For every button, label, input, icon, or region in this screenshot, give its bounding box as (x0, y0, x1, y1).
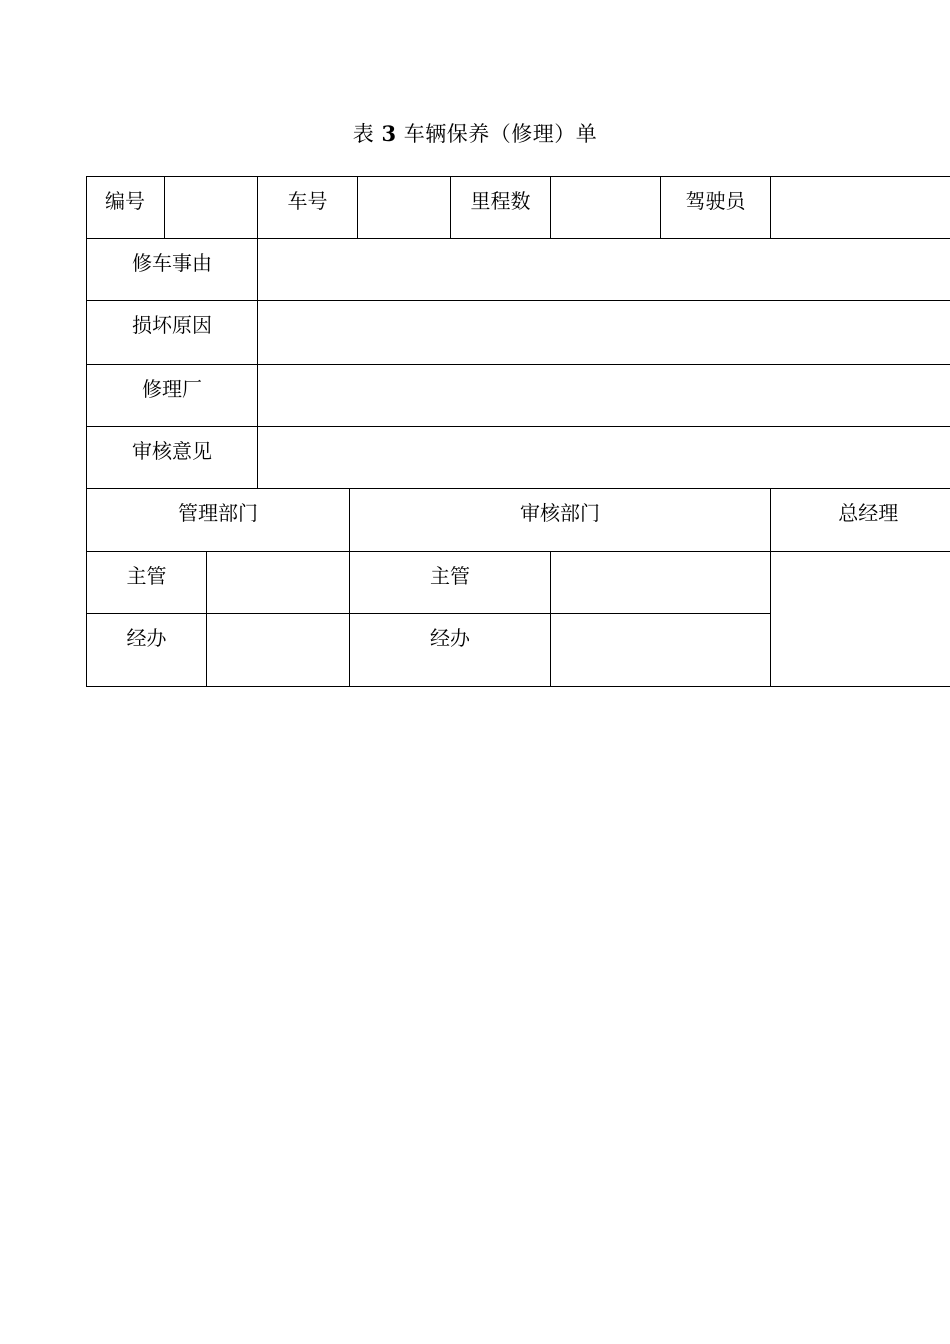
gm-header: 总经理 (771, 489, 950, 552)
damage-row (87, 301, 950, 365)
shop-field[interactable] (258, 365, 950, 427)
review-label: 审核意见 (87, 427, 258, 489)
management-handler-label: 经办 (87, 614, 207, 687)
title-suffix: 车辆保养（修理）单 (403, 122, 598, 146)
title-number: 3 (381, 121, 397, 146)
management-dept-header: 管理部门 (87, 489, 350, 552)
mileage-field[interactable] (551, 177, 661, 239)
plate-field[interactable] (358, 177, 451, 239)
damage-field[interactable] (258, 301, 950, 365)
header-info-row (87, 177, 950, 239)
number-field[interactable] (165, 177, 258, 239)
review-field[interactable] (258, 427, 950, 489)
reason-field[interactable] (258, 239, 950, 301)
damage-label: 损坏原因 (87, 301, 258, 365)
number-label: 编号 (87, 177, 165, 239)
audit-supervisor-field[interactable] (551, 552, 771, 614)
management-supervisor-label: 主管 (87, 552, 207, 614)
driver-label: 驾驶员 (661, 177, 771, 239)
audit-handler-label: 经办 (350, 614, 551, 687)
department-header-row (87, 489, 950, 552)
audit-handler-field[interactable] (551, 614, 771, 687)
vehicle-maintenance-form (86, 176, 950, 687)
supervisor-row (87, 552, 950, 614)
driver-field[interactable] (771, 177, 950, 239)
reason-label: 修车事由 (87, 239, 258, 301)
reason-row (87, 239, 950, 301)
audit-supervisor-label: 主管 (350, 552, 551, 614)
review-row (87, 427, 950, 489)
mileage-label: 里程数 (451, 177, 551, 239)
management-supervisor-field[interactable] (207, 552, 350, 614)
plate-label: 车号 (258, 177, 358, 239)
shop-label: 修理厂 (87, 365, 258, 427)
title-prefix: 表 (352, 122, 375, 146)
shop-row (87, 365, 950, 427)
management-handler-field[interactable] (207, 614, 350, 687)
audit-dept-header: 审核部门 (350, 489, 771, 552)
form-title (0, 118, 950, 148)
gm-signature-field[interactable] (771, 552, 950, 687)
